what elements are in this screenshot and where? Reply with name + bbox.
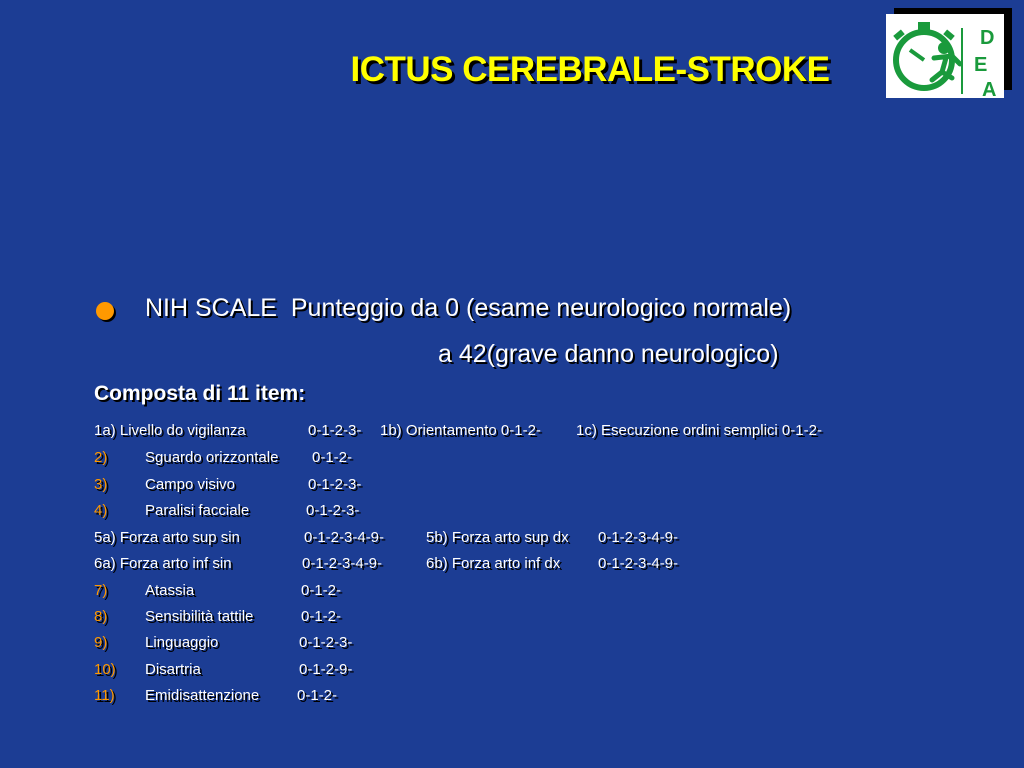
- item-score: 0-1-2-: [297, 687, 338, 704]
- logo-box: [886, 14, 1004, 98]
- item-score: 0-1-2-3-: [308, 476, 362, 493]
- item-label: Campo visivo: [145, 476, 236, 493]
- items-heading: Composta di 11 item:: [94, 382, 306, 405]
- svg-text:A: A: [982, 79, 997, 98]
- nih-scale-line: NIH SCALE Punteggio da 0 (esame neurologico normale): [145, 294, 792, 322]
- item-1c-label: 1c) Esecuzione ordini semplici 0-1-2-: [576, 422, 822, 439]
- item-number: 9): [94, 634, 108, 651]
- item-6b-label: 6b) Forza arto inf dx: [426, 555, 561, 572]
- dea-logo: [886, 8, 1014, 100]
- item-6a-label: 6a) Forza arto inf sin: [94, 555, 232, 572]
- item-score: 0-1-2-: [301, 582, 342, 599]
- item-number: 11): [94, 687, 115, 704]
- item-number: 2): [94, 449, 108, 466]
- item-score: 0-1-2-9-: [299, 661, 353, 678]
- item-6b-score: 0-1-2-3-4-9-: [598, 555, 679, 572]
- item-1a-label: 1a) Livello do vigilanza: [94, 422, 246, 439]
- svg-text:E: E: [974, 54, 988, 76]
- item-5b-label: 5b) Forza arto sup dx: [426, 529, 569, 546]
- item-label: Atassia: [145, 582, 195, 599]
- item-score: 0-1-2-3-: [306, 502, 360, 519]
- item-1b-label: 1b) Orientamento 0-1-2-: [380, 422, 541, 439]
- item-score: 0-1-2-3-: [299, 634, 353, 651]
- item-label: Linguaggio: [145, 634, 219, 651]
- item-label: Paralisi facciale: [145, 502, 250, 519]
- item-number: 7): [94, 582, 108, 599]
- item-5a-label: 5a) Forza arto sup sin: [94, 529, 240, 546]
- item-number: 3): [94, 476, 108, 493]
- item-score: 0-1-2-: [312, 449, 353, 466]
- nih-scale-line-2: a 42(grave danno neurologico): [438, 340, 779, 368]
- item-label: Emidisattenzione: [145, 687, 260, 704]
- stopwatch-icon: [886, 14, 1004, 98]
- item-number: 4): [94, 502, 108, 519]
- item-label: Disartria: [145, 661, 201, 678]
- item-5b-score: 0-1-2-3-4-9-: [598, 529, 679, 546]
- item-score: 0-1-2-: [301, 608, 342, 625]
- item-number: 10): [94, 661, 116, 678]
- item-5a-score: 0-1-2-3-4-9-: [304, 529, 385, 546]
- item-label: Sguardo orizzontale: [145, 449, 279, 466]
- bullet-icon: [96, 302, 114, 320]
- item-number: 8): [94, 608, 108, 625]
- item-6a-score: 0-1-2-3-4-9-: [302, 555, 383, 572]
- slide-title: ICTUS CEREBRALE-STROKE: [350, 50, 830, 89]
- svg-text:D: D: [980, 27, 995, 49]
- item-label: Sensibilità tattile: [145, 608, 254, 625]
- item-1a-score: 0-1-2-3-: [308, 422, 362, 439]
